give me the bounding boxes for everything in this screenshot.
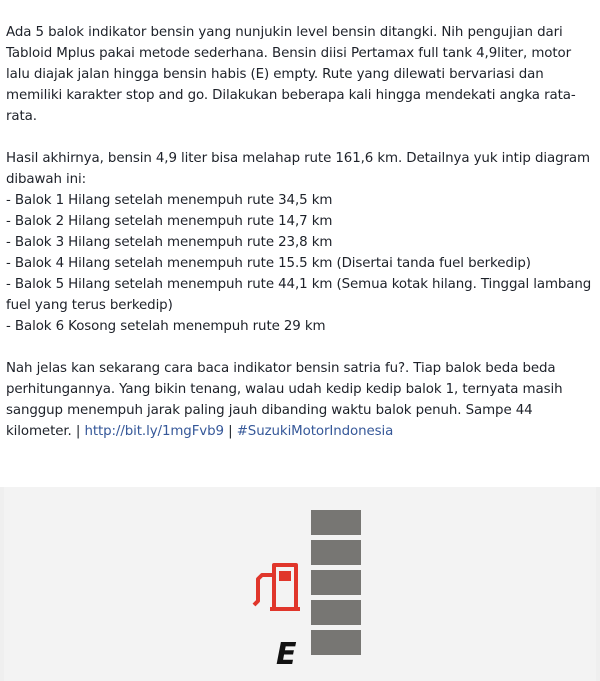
paragraph-closing [6,358,594,442]
paragraph-intro-test: Ada 5 balok indikator bensin yang nunjukin level bensin ditangki. Nih pengujian dari Tabloid Mplus pakai metode sederhana. Bensin diisi Pertamax full tank 4,9liter, motor lalu diajak jalan hingga bensin habis (E) empty. Rute yang dilewati bervariasi dan memiliki karakter stop and go. Dilakukan beberapa kali hingga mendekati angka rata-rata. [6,25,576,124]
result-item: - Balok 5 Hilang setelah menempuh rute 44,1 km (Semua kotak hilang. Tinggal lambang fuel yang terus berkedip) [6,277,592,313]
post-photo[interactable] [0,487,600,681]
closing-text: Nah jelas kan sekarang cara baca indikator bensin satria fu?. Tiap balok beda beda perhitungannya. Yang bikin tenang, walau udah kedip kedip balok 1, ternyata masih sanggup menempuh jarak paling jauh dibanding waktu balok penuh. Sampe 44 kilometer. [6,361,563,439]
fuel-bar-1 [311,630,361,655]
fuel-pump-icon [248,561,302,613]
separator: | [223,424,237,439]
paragraph-result-intro: Hasil akhirnya, bensin 4,9 liter bisa melahap rute 161,6 km. Detailnya yuk intip diagram dibawah ini: [6,151,590,187]
result-item: - Balok 4 Hilang setelah menempuh rute 15.5 km (Disertai tanda fuel berkedip) [6,256,531,271]
separator: | [71,424,85,439]
empty-label: E [276,637,297,672]
fuel-gauge-image [4,487,596,681]
hashtag-link[interactable]: #SuzukiMotorIndonesia [236,424,394,439]
fuel-bar-2 [311,600,361,625]
shortlink[interactable]: http://bit.ly/1mgFvb9 [84,424,224,439]
fuel-bar-4 [311,540,361,565]
result-item: - Balok 2 Hilang setelah menempuh rute 14,7 km [6,214,333,229]
result-item: - Balok 3 Hilang setelah menempuh rute 23,8 km [6,235,333,250]
fuel-bar-3 [311,570,361,595]
result-item: - Balok 6 Kosong setelah menempuh rute 29 km [6,319,326,334]
post-text [6,22,594,442]
result-item: - Balok 1 Hilang setelah menempuh rute 34,5 km [6,193,333,208]
fuel-bar-5 [311,510,361,535]
